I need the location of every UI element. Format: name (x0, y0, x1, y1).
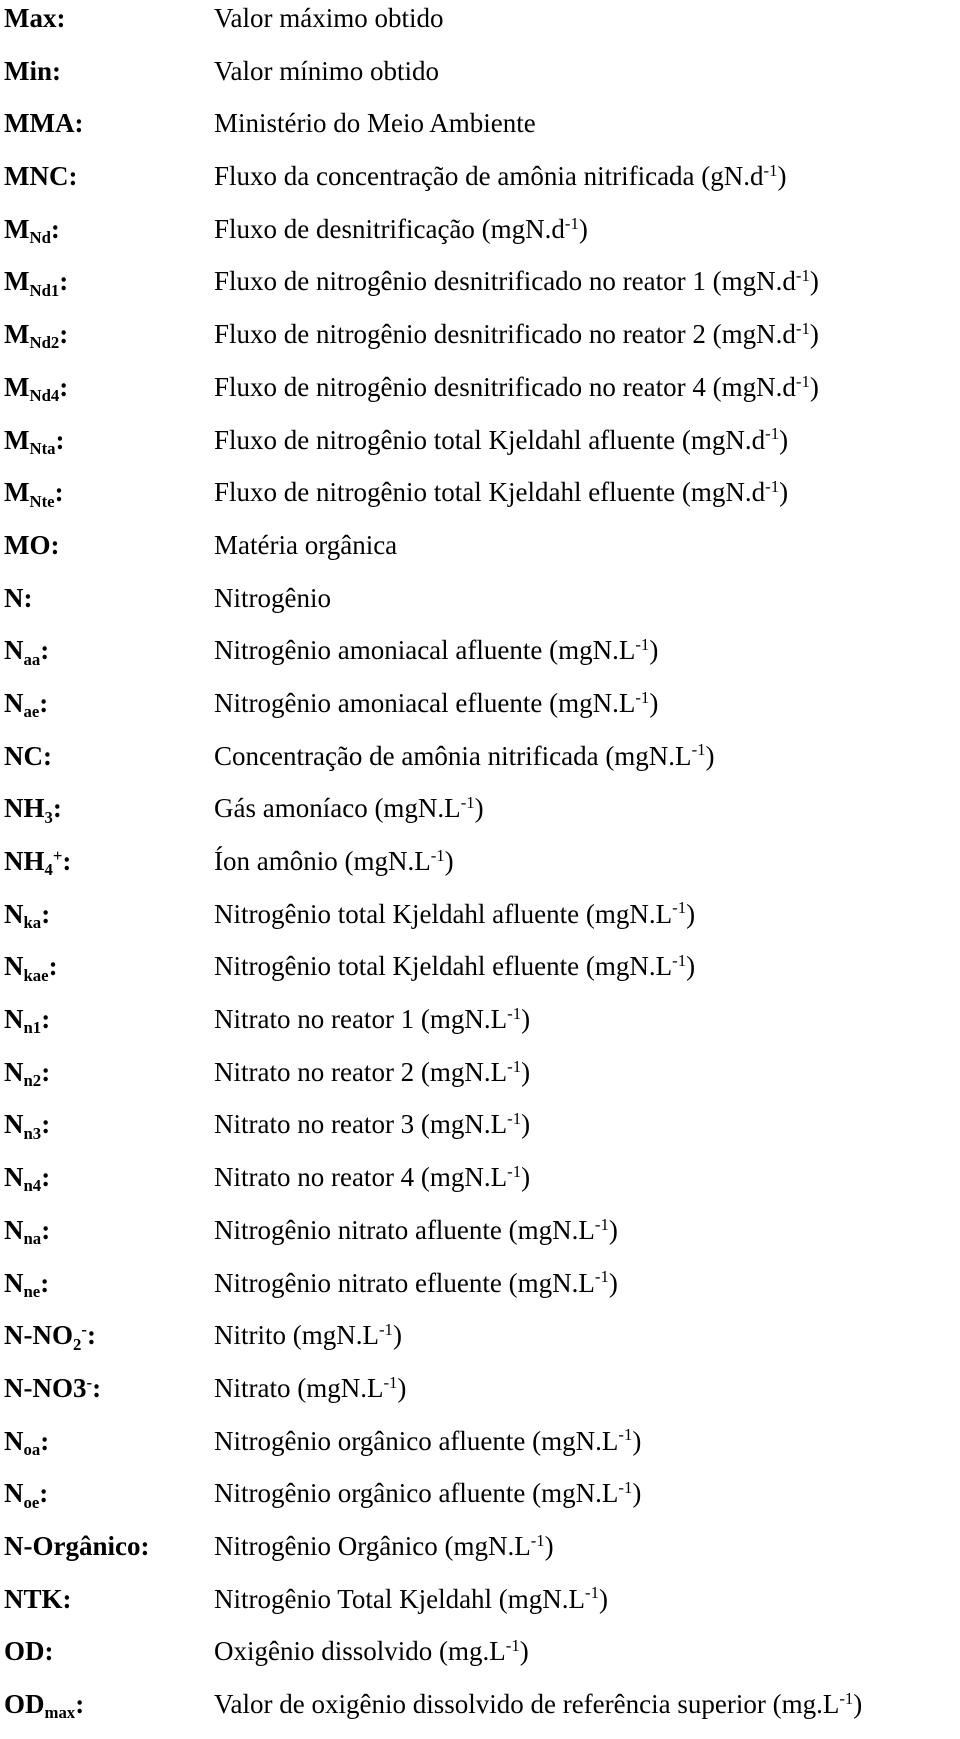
desc-text: Fluxo de nitrogênio total Kjeldahl afluente (mgN.d (214, 424, 766, 455)
desc-text: Nitrogênio amoniacal efluente (mgN.L (214, 687, 636, 718)
abbreviation-definition (214, 1530, 554, 1562)
subscript-text: kae (23, 965, 49, 985)
term-text: : (54, 477, 64, 508)
subscript-text: 4 (44, 860, 53, 880)
abbreviation-entry (4, 1212, 956, 1265)
term-text: M (4, 371, 30, 402)
term-text: : (44, 1636, 54, 1667)
superscript-text: - (86, 1372, 93, 1392)
desc-text: ) (632, 1478, 642, 1509)
term-text: N (4, 687, 24, 718)
abbreviation-definition (214, 107, 536, 139)
abbreviation-term (4, 687, 49, 722)
superscript-text: -1 (763, 160, 778, 180)
subscript-text: n1 (23, 1018, 42, 1038)
term-text: : (52, 793, 62, 824)
desc-text: ) (809, 371, 819, 402)
desc-text: ) (853, 1689, 863, 1719)
subscript-text: Nta (29, 438, 56, 458)
term-text: NH (4, 793, 45, 824)
desc-text: Nitrogênio amoniacal afluente (mgN.L (214, 635, 636, 666)
desc-text: ) (809, 266, 819, 297)
term-text: : (56, 3, 66, 33)
superscript-text: -1 (507, 1003, 522, 1023)
desc-text: Nitrato no reator 4 (mgN.L (214, 1162, 508, 1193)
desc-text: ) (779, 477, 789, 508)
superscript-text: -1 (594, 1214, 609, 1234)
abbreviation-entry (4, 1633, 956, 1686)
abbreviation-entry (4, 369, 956, 422)
abbreviation-term (4, 950, 58, 985)
abbreviation-term (4, 1056, 51, 1091)
abbreviation-definition (214, 265, 819, 297)
abbreviation-term (4, 213, 60, 248)
term-text: : (41, 1004, 51, 1035)
abbreviation-definition (214, 740, 715, 772)
term-text: N (4, 1267, 24, 1298)
abbreviation-definition (214, 213, 588, 245)
superscript-text: -1 (635, 687, 650, 707)
term-text: : (48, 951, 58, 982)
desc-text: Íon amônio (mgN.L (214, 846, 431, 876)
term-text: : (40, 635, 50, 666)
abbreviation-entry (4, 580, 956, 633)
abbreviation-term (4, 1688, 85, 1723)
desc-text: Fluxo de nitrogênio total Kjeldahl efluente (mgN.d (214, 477, 766, 508)
term-text: Max (4, 3, 57, 33)
term-text: : (74, 108, 84, 139)
desc-text: ) (519, 1636, 529, 1667)
abbreviation-term (4, 1319, 96, 1354)
desc-text: Ministério do Meio Ambiente (214, 108, 536, 139)
term-text: N (4, 951, 24, 982)
desc-text: ) (777, 161, 787, 192)
superscript-text: -1 (594, 1267, 609, 1287)
abbreviation-term (4, 740, 52, 772)
desc-text: ) (544, 1530, 554, 1561)
abbreviation-entry (4, 53, 956, 106)
term-text: : (43, 740, 52, 771)
term-text: : (75, 1689, 85, 1719)
desc-text: ) (444, 846, 454, 876)
term-text: MO (4, 529, 51, 560)
desc-text: Nitrogênio Orgânico (mgN.L (214, 1530, 531, 1561)
term-text: NC (4, 740, 43, 771)
subscript-text: Nte (29, 491, 55, 511)
abbreviation-entry (4, 1054, 956, 1107)
desc-text: Nitrogênio Total Kjeldahl (mgN.L (214, 1583, 586, 1614)
abbreviation-term (4, 582, 33, 614)
term-text: : (68, 161, 78, 192)
abbreviation-definition (214, 371, 819, 403)
abbreviation-term (4, 476, 64, 511)
desc-text: Gás amoníaco (mgN.L (214, 793, 461, 824)
term-text: : (59, 371, 69, 402)
abbreviation-definition (214, 2, 443, 34)
term-text: N (4, 1004, 24, 1035)
abbreviation-term (4, 2, 65, 34)
term-text: M (4, 266, 30, 297)
superscript-text: -1 (460, 793, 475, 813)
term-text: : (41, 1162, 51, 1193)
abbreviation-definition (214, 1214, 618, 1246)
desc-text: ) (608, 1214, 618, 1245)
superscript-text: -1 (765, 476, 780, 496)
abbreviation-entry (4, 527, 956, 580)
desc-text: Nitrito (mgN.L (214, 1320, 379, 1351)
abbreviation-term (4, 1003, 51, 1038)
subscript-text: Nd4 (29, 386, 60, 406)
abbreviation-term (4, 107, 83, 139)
term-text: N-NO3 (4, 1372, 87, 1403)
term-text: N (4, 1056, 24, 1087)
abbreviation-term (4, 1477, 49, 1512)
desc-text: ) (521, 1162, 531, 1193)
subscript-text: Nd2 (29, 333, 60, 353)
term-text: M (4, 213, 30, 244)
term-text: : (23, 582, 33, 613)
abbreviation-term (4, 1161, 51, 1196)
term-text: M (4, 319, 30, 350)
subscript-text: 3 (44, 807, 53, 827)
term-text: : (41, 1214, 51, 1245)
abbreviation-entry (4, 738, 956, 791)
term-text: N (4, 1214, 24, 1245)
subscript-text: Nd1 (29, 280, 60, 300)
desc-text: Matéria orgânica (214, 529, 398, 560)
desc-text: Oxigênio dissolvido (mg.L (214, 1636, 506, 1667)
abbreviation-definition (214, 1372, 406, 1404)
superscript-text: -1 (383, 1372, 398, 1392)
desc-text: Nitrogênio nitrato efluente (mgN.L (214, 1267, 595, 1298)
term-text: M (4, 424, 30, 455)
abbreviation-term (4, 529, 60, 561)
subscript-text: ae (23, 702, 40, 722)
superscript-text: -1 (507, 1056, 522, 1076)
superscript-text: -1 (795, 266, 810, 286)
desc-text: ) (521, 1109, 531, 1140)
subscript-text: oe (23, 1492, 40, 1512)
term-text: : (62, 1583, 72, 1614)
abbreviation-definition (214, 1635, 529, 1667)
term-text: N-Orgânico (4, 1530, 141, 1561)
desc-text: ) (649, 635, 659, 666)
superscript-text: -1 (672, 898, 687, 918)
desc-text: Nitrogênio orgânico afluente (mgN.L (214, 1478, 619, 1509)
term-text: : (39, 1478, 49, 1509)
desc-text: Nitrato no reator 1 (mgN.L (214, 1004, 508, 1035)
subscript-text: n2 (23, 1071, 42, 1091)
superscript-text: -1 (839, 1688, 854, 1708)
abbreviation-term (4, 318, 69, 353)
abbreviation-entry (4, 1265, 956, 1318)
abbreviation-entry (4, 896, 956, 949)
desc-text: Valor máximo obtido (214, 3, 444, 33)
superscript-text: -1 (618, 1425, 633, 1445)
abbreviation-definition (214, 1161, 530, 1193)
abbreviation-entry (4, 843, 956, 896)
superscript-text: -1 (795, 371, 810, 391)
superscript-text: + (52, 845, 63, 865)
desc-text: ) (397, 1372, 407, 1403)
term-text: NH (4, 846, 45, 876)
term-text: : (62, 846, 72, 876)
abbreviation-entry (4, 685, 956, 738)
abbreviation-entry (4, 1423, 956, 1476)
term-text: : (55, 424, 65, 455)
abbreviation-definition (214, 845, 454, 877)
desc-text: Fluxo de desnitrificação (mgN.d (214, 213, 565, 244)
desc-text: Nitrato (mgN.L (214, 1372, 384, 1403)
term-text: : (41, 1056, 51, 1087)
abbreviation-definition (214, 634, 658, 666)
abbreviation-entry (4, 948, 956, 1001)
desc-text: Nitrogênio total Kjeldahl efluente (mgN.L (214, 951, 673, 982)
abbreviation-definition (214, 1108, 530, 1140)
desc-text: ) (474, 793, 484, 824)
abbreviation-entry (4, 316, 956, 369)
abbreviation-entry (4, 1159, 956, 1212)
abbreviation-term (4, 634, 50, 669)
abbreviation-entry (4, 158, 956, 211)
desc-text: Concentração de amônia nitrificada (mgN.L (214, 740, 692, 771)
abbreviation-entry (4, 0, 956, 53)
superscript-text: -1 (564, 213, 579, 233)
term-text: MNC (4, 161, 69, 192)
term-text: : (41, 1109, 51, 1140)
superscript-text: -1 (378, 1319, 393, 1339)
desc-text: ) (521, 1056, 531, 1087)
abbreviation-definition (214, 318, 819, 350)
abbreviation-entry (4, 1581, 956, 1634)
desc-text: ) (632, 1425, 642, 1456)
abbreviation-definition (214, 1477, 641, 1509)
desc-text: ) (608, 1267, 618, 1298)
superscript-text: -1 (530, 1530, 545, 1550)
abbreviation-definition (214, 1425, 641, 1457)
desc-text: ) (521, 1004, 531, 1035)
term-text: : (41, 898, 51, 929)
abbreviation-definition (214, 792, 484, 824)
term-text: : (140, 1530, 150, 1561)
abbreviation-term (4, 845, 72, 880)
term-text: : (59, 319, 69, 350)
abbreviation-entry (4, 1686, 956, 1739)
superscript-text: -1 (507, 1161, 522, 1181)
superscript-text: -1 (505, 1636, 520, 1656)
term-text: : (59, 266, 69, 297)
desc-text: ) (392, 1320, 402, 1351)
term-text: OD (4, 1689, 45, 1719)
desc-text: ) (705, 740, 715, 771)
superscript-text: -1 (691, 740, 706, 760)
term-text: : (92, 1372, 102, 1403)
abbreviation-definition (214, 950, 695, 982)
abbreviation-definition (214, 687, 658, 719)
abbreviation-term (4, 1425, 49, 1457)
subscript-text: n3 (23, 1123, 42, 1143)
abbreviation-term (4, 55, 61, 87)
abbreviation-entry (4, 1475, 956, 1528)
subscript-text: oa (23, 1439, 41, 1459)
abbreviation-definition (214, 582, 331, 614)
term-text: N (4, 582, 24, 613)
subscript-text: ne (23, 1281, 41, 1301)
abbreviation-definition (214, 1583, 608, 1615)
term-text: OD (4, 1636, 45, 1667)
superscript-text: -1 (795, 318, 810, 338)
abbreviation-list (4, 0, 956, 1739)
term-text: N (4, 1109, 24, 1140)
abbreviation-definition (214, 898, 695, 930)
term-text: N (4, 1162, 24, 1193)
abbreviation-definition (214, 424, 788, 456)
abbreviation-entry (4, 1317, 956, 1370)
abbreviation-term (4, 1530, 149, 1562)
desc-text: Fluxo de nitrogênio desnitrificado no reator 4 (mgN.d (214, 371, 796, 402)
subscript-text: Nd (29, 228, 51, 248)
term-text: N (4, 1478, 24, 1509)
desc-text: Fluxo de nitrogênio desnitrificado no reator 1 (mgN.d (214, 266, 796, 297)
term-text: Min (4, 55, 53, 86)
term-text: MMA (4, 108, 75, 139)
term-text: : (40, 1267, 50, 1298)
abbreviation-entry (4, 105, 956, 158)
subscript-text: na (23, 1229, 42, 1249)
abbreviation-term (4, 265, 69, 300)
abbreviation-entry (4, 1370, 956, 1423)
superscript-text: -1 (618, 1478, 633, 1498)
abbreviation-definition (214, 55, 439, 87)
desc-text: ) (809, 319, 819, 350)
abbreviation-definition (214, 160, 787, 192)
abbreviation-definition (214, 1056, 530, 1088)
term-text: N-NO (4, 1320, 73, 1351)
abbreviation-entry (4, 211, 956, 264)
subscript-text: ka (23, 913, 42, 933)
desc-text: ) (779, 424, 789, 455)
desc-text: Fluxo da concentração de amônia nitrificada (gN.d (214, 161, 764, 192)
term-text: : (39, 687, 49, 718)
desc-text: Valor de oxigênio dissolvido de referência superior (mg.L (214, 1689, 840, 1719)
abbreviation-definition (214, 1688, 862, 1720)
term-text: : (50, 213, 60, 244)
desc-text: ) (578, 213, 588, 244)
term-text: NTK (4, 1583, 63, 1614)
abbreviation-entry (4, 263, 956, 316)
abbreviation-entry (4, 422, 956, 475)
superscript-text: - (81, 1319, 87, 1339)
term-text: : (40, 1425, 50, 1456)
desc-text: Valor mínimo obtido (214, 55, 439, 86)
desc-text: Nitrogênio orgânico afluente (mgN.L (214, 1425, 619, 1456)
term-text: N (4, 898, 24, 929)
desc-text: Nitrogênio nitrato afluente (mgN.L (214, 1214, 595, 1245)
term-text: N (4, 635, 24, 666)
superscript-text: -1 (507, 1109, 522, 1129)
term-text: : (86, 1320, 96, 1351)
desc-text: ) (649, 687, 659, 718)
abbreviation-term (4, 898, 51, 933)
abbreviation-definition (214, 529, 397, 561)
abbreviation-term (4, 1372, 101, 1404)
abbreviation-entry (4, 1001, 956, 1054)
abbreviation-definition (214, 1319, 402, 1351)
subscript-text: max (44, 1703, 76, 1723)
desc-text: ) (686, 951, 696, 982)
subscript-text: 2 (73, 1334, 82, 1354)
desc-text: ) (686, 898, 696, 929)
desc-text: Nitrato no reator 2 (mgN.L (214, 1056, 508, 1087)
term-text: : (50, 529, 60, 560)
desc-text: Nitrogênio (214, 582, 331, 613)
abbreviation-term (4, 1635, 54, 1667)
abbreviation-entry (4, 632, 956, 685)
desc-text: ) (599, 1583, 608, 1614)
desc-text: Fluxo de nitrogênio desnitrificado no reator 2 (mgN.d (214, 319, 796, 350)
subscript-text: aa (23, 649, 41, 669)
abbreviation-entry (4, 1528, 956, 1581)
desc-text: Nitrato no reator 3 (mgN.L (214, 1109, 508, 1140)
abbreviation-entry (4, 474, 956, 527)
superscript-text: -1 (430, 845, 445, 865)
term-text: M (4, 477, 30, 508)
superscript-text: -1 (672, 951, 687, 971)
subscript-text: n4 (23, 1176, 42, 1196)
abbreviation-definition (214, 476, 788, 508)
term-text: N (4, 1425, 24, 1456)
abbreviation-term (4, 792, 62, 827)
superscript-text: -1 (635, 635, 650, 655)
abbreviation-entry (4, 790, 956, 843)
abbreviation-term (4, 1583, 72, 1615)
abbreviation-term (4, 371, 69, 406)
abbreviation-entry (4, 1106, 956, 1159)
abbreviation-term (4, 424, 65, 456)
term-text: : (52, 55, 62, 86)
superscript-text: -1 (765, 424, 780, 444)
abbreviation-term (4, 1267, 49, 1299)
abbreviation-definition (214, 1003, 530, 1035)
abbreviation-term (4, 1214, 51, 1249)
abbreviation-term (4, 1108, 51, 1143)
abbreviation-definition (214, 1267, 618, 1299)
superscript-text: -1 (585, 1583, 599, 1603)
abbreviation-term (4, 160, 77, 192)
desc-text: Nitrogênio total Kjeldahl afluente (mgN.L (214, 898, 673, 929)
